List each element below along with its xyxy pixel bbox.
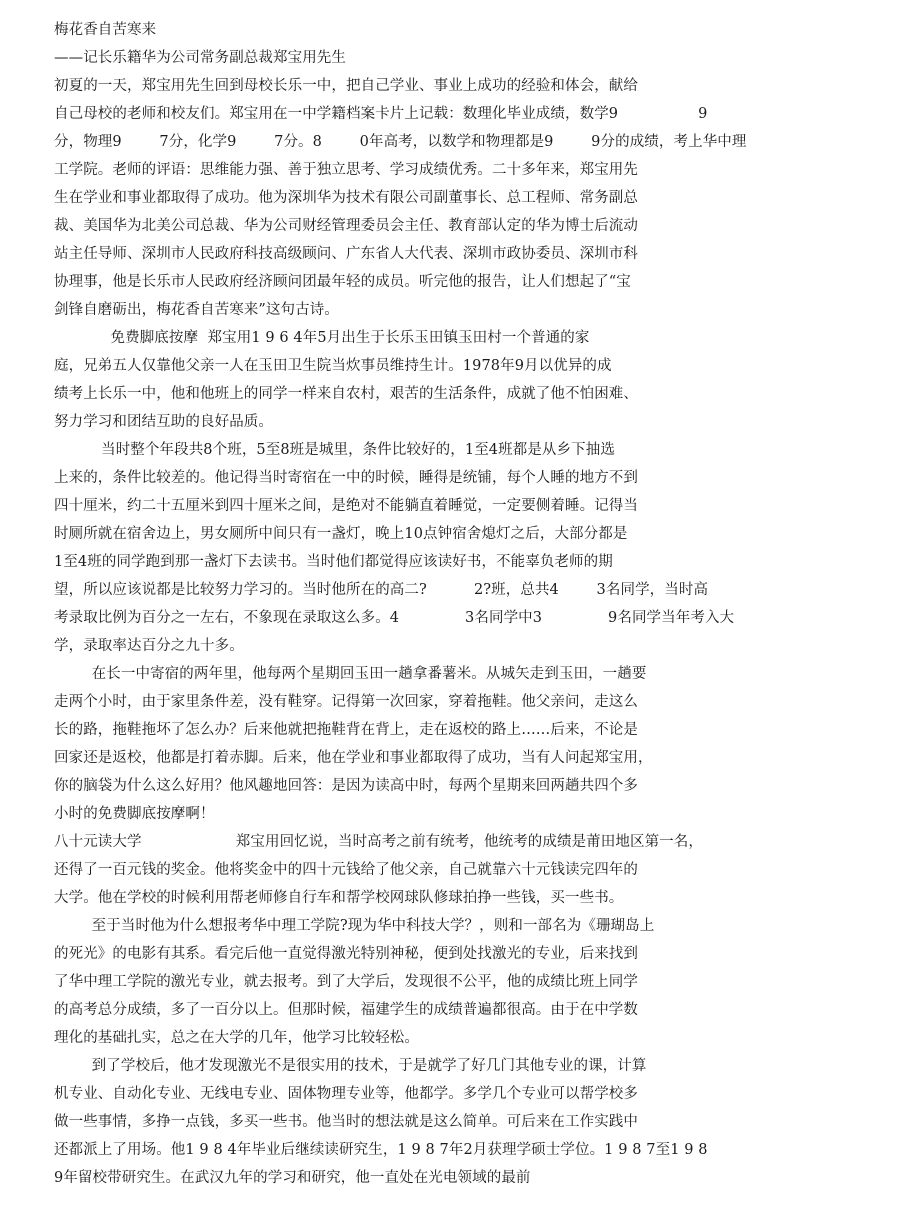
text-line: 的死光》的电影有其系。看完后他一直觉得激光特别神秘，便到处找激光的专业，后来找到 (54, 946, 638, 962)
document-title: 梅花香自苦寒来 (54, 22, 157, 38)
text-line: 时厕所就在宿舍边上，男女厕所中间只有一盏灯，晚上10点钟宿舍熄灯之后，大部分都是 (54, 526, 628, 542)
text-line: 回家还是返校，他都是打着赤脚。后来，他在学业和事业都取得了成功，当有人问起郑宝用， (54, 750, 653, 766)
text-line: 上来的，条件比较差的。他记得当时寄宿在一中的时候，睡得是统铺，每个人睡的地方不到 (54, 470, 638, 486)
text-line: 裁、美国华为北美公司总裁、华为公司财经管理委员会主任、教育部认定的华为博士后流动 (54, 218, 638, 234)
text-line: 大学。他在学校的时候利用帮老师修自行车和帮学校网球队修球拍挣一些钱，买一些书。 (54, 890, 624, 906)
text-line: 庭，兄弟五人仅靠他父亲一人在玉田卫生院当炊事员维持生计。1978年9月以优异的成 (54, 358, 612, 374)
text-line: 站主任导师、深圳市人民政府科技高级顾问、广东省人大代表、深圳市政协委员、深圳市科 (54, 246, 638, 262)
text-line: 的高考总分成绩，多了一百分以上。但那时候，福建学生的成绩普遍都很高。由于在中学数 (54, 1002, 638, 1018)
text-line: 绩考上长乐一中，他和他班上的同学一样来自农村，艰苦的生活条件，成就了他不怕困难、 (54, 386, 638, 402)
text-line: 还都派上了用场。他1 9 8 4年毕业后继续读研究生，1 9 8 7年2月获理学硕士学位。1 9 8 7至1 9 8 (54, 1142, 708, 1158)
text-line: 生在学业和事业都取得了成功。他为深圳华为技术有限公司副董事长、总工程师、常务副总 (54, 190, 638, 206)
text-line: 还得了一百元钱的奖金。他将奖金中的四十元钱给了他父亲，自己就靠六十元钱读完四年的 (54, 862, 638, 878)
text-line: 望，所以应该说都是比较努力学习的。当时他所在的高二? 2?班，总共4 3名同学，当时高 (54, 582, 709, 598)
text-line: 协理事，他是长乐市人民政府经济顾问团最年轻的成员。听完他的报告，让人们想起了“宝 (54, 274, 631, 290)
text-line: 机专业、自动化专业、无线电专业、固体物理专业等，他都学。多学几个专业可以帮学校多 (54, 1086, 638, 1102)
text-line: 考录取比例为百分之一左右，不象现在录取这么多。4 3名同学中3 9名同学当年考入大 (54, 610, 735, 626)
text-line: 当时整个年段共8个班，5至8班是城里，条件比较好的，1至4班都是从乡下抽选 (54, 442, 615, 458)
text-line: 初夏的一天，郑宝用先生回到母校长乐一中，把自己学业、事业上成功的经验和体会，献给 (54, 78, 638, 94)
text-line: 理化的基础扎实，总之在大学的几年，他学习比较轻松。 (54, 1030, 419, 1046)
text-line: 工学院。老师的评语：思维能力强、善于独立思考、学习成绩优秀。二十多年来，郑宝用先 (54, 162, 638, 178)
section-heading-line: 八十元读大学 郑宝用回忆说，当时高考之前有统考，他统考的成绩是莆田地区第一名， (54, 834, 703, 850)
text-line: 至于当时他为什么想报考华中理工学院?现为华中科技大学？，则和一部名为《珊瑚岛上 (54, 918, 655, 934)
document-subtitle: ——记长乐籍华为公司常务副总裁郑宝用先生 (54, 50, 346, 66)
section-heading-line: 免费脚底按摩 郑宝用1 9 6 4年5月出生于长乐玉田镇玉田村一个普通的家 (54, 330, 590, 346)
text-line: 你的脑袋为什么这么好用？他风趣地回答：是因为读高中时，每两个星期来回两趟共四个多 (54, 778, 638, 794)
text-line: 走两个小时，由于家里条件差，没有鞋穿。记得第一次回家，穿着拖鞋。他父亲问，走这么 (54, 694, 638, 710)
text-line: 做一些事情，多挣一点钱，多买一些书。他当时的想法就是这么简单。可后来在工作实践中 (54, 1114, 638, 1130)
text-line: 了华中理工学院的激光专业，就去报考。到了大学后，发现很不公平，他的成绩比班上同学 (54, 974, 638, 990)
text-line: 长的路，拖鞋拖坏了怎么办？后来他就把拖鞋背在背上，走在返校的路上……后来，不论是 (54, 722, 638, 738)
text-line: 小时的免费脚底按摩啊！ (54, 806, 215, 822)
text-line: 到了学校后，他才发现激光不是很实用的技术，于是就学了好几门其他专业的课，计算 (54, 1058, 647, 1074)
text-line: 努力学习和团结互助的良好品质。 (54, 414, 273, 430)
text-line: 在长一中寄宿的两年里，他每两个星期回玉田一趟拿番薯米。从城矢走到玉田，一趟要 (54, 666, 647, 682)
text-line: 四十厘米，约二十五厘米到四十厘米之间，是绝对不能躺直着睡觉，一定要侧着睡。记得当 (54, 498, 638, 514)
text-line: 1至4班的同学跑到那一盏灯下去读书。当时他们都觉得应该读好书，不能辜负老师的期 (54, 554, 613, 570)
text-line: 分，物理9 7分，化学9 7分。8 0年高考，以数学和物理都是9 9分的成绩，考上华中理 (54, 134, 747, 150)
text-line: 学，录取率达百分之九十多。 (54, 638, 244, 654)
text-line: 自己母校的老师和校友们。郑宝用在一中学籍档案卡片上记载：数理化毕业成绩，数学9 9 (54, 106, 708, 122)
text-line: 剑锋自磨砺出，梅花香自苦寒来”这句古诗。 (54, 302, 339, 318)
text-line: 9年留校带研究生。在武汉九年的学习和研究，他一直处在光电领域的最前 (54, 1170, 531, 1186)
